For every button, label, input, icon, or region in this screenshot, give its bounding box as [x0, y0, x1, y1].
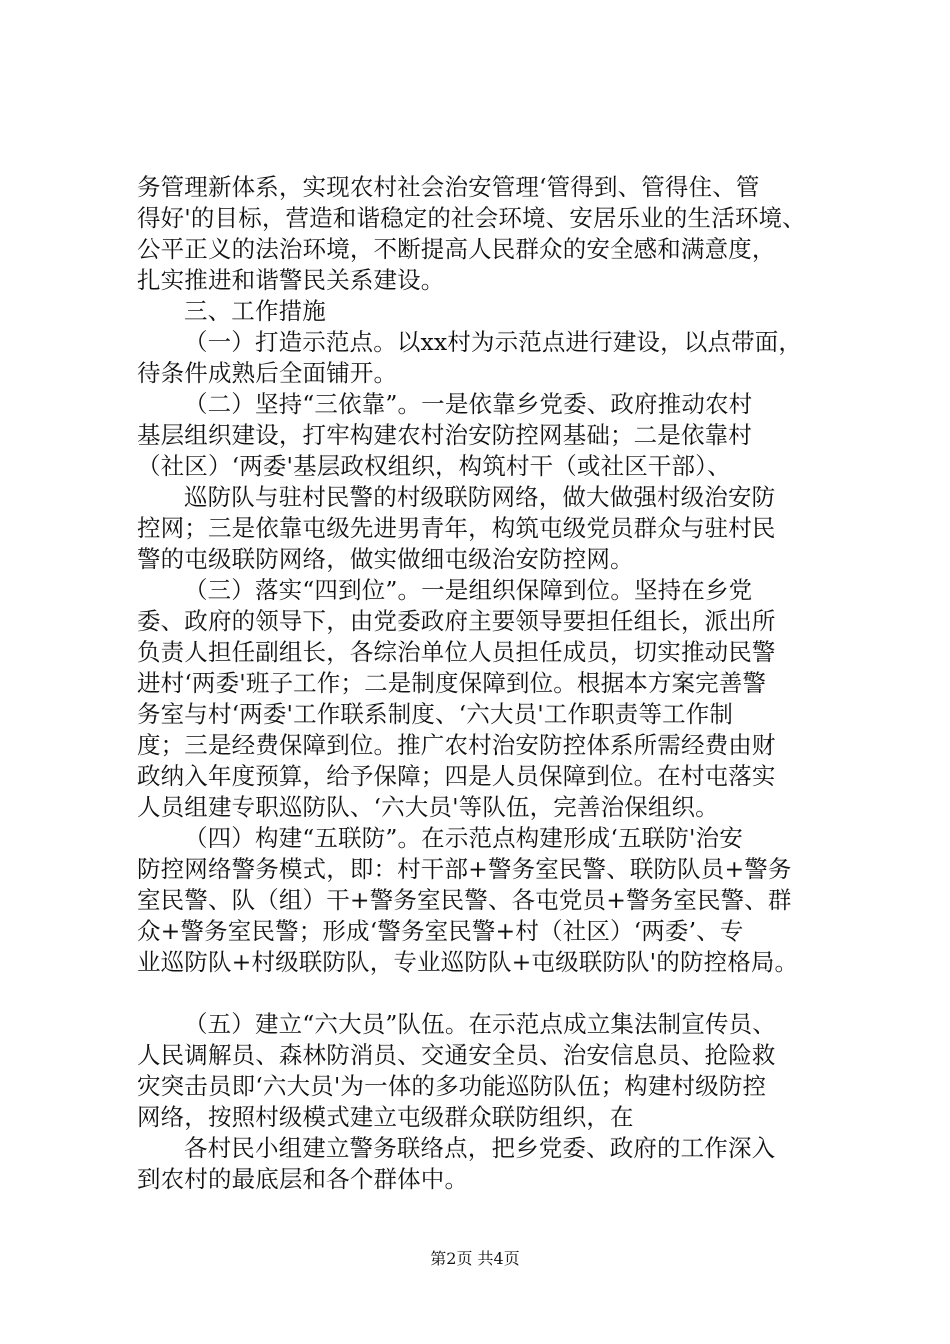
paragraph-start-line: 各村民小组建立警务联络点，把乡党委、政府的工作深入 [184, 1134, 776, 1162]
paragraph-start-line: （二）坚持“三依靠”。一是依靠乡党委、政府推动农村 [184, 390, 753, 418]
body-line: 负责人担任副组长，各综治单位人员担任成员，切实推动民警 [137, 638, 776, 666]
body-line: 进村‘两委'班子工作；二是制度保障到位。根据本方案完善警 [137, 669, 767, 697]
paragraph-start-line: 巡防队与驻村民警的村级联防网络，做大做强村级治安防 [184, 483, 776, 511]
document-body [137, 172, 837, 1195]
paragraph-start-line: （三）落实“四到位”。一是组织保障到位。坚持在乡党 [184, 576, 753, 604]
body-line: 灾突击员即‘六大员'为一体的多功能巡防队伍；构建村级防控 [137, 1072, 767, 1100]
body-line: 人员组建专职巡防队、‘六大员'等队伍，完善治保组织。 [137, 793, 719, 821]
body-line: （社区）‘两委'基层政权组织，构筑村干（或社区干部）、 [137, 452, 731, 480]
page-number-footer: 第2页 共4页 [430, 1249, 520, 1268]
paragraph-start-line: （一）打造示范点。以xx村为示范点进行建设，以点带面， [184, 328, 803, 356]
body-line: 人民调解员、森林防消员、交通安全员、治安信息员、抢险救 [137, 1041, 776, 1069]
body-line: 度；三是经费保障到位。推广农村治安防控体系所需经费由财 [137, 731, 776, 759]
body-line: 室民警、队（组）干+警务室民警、各屯党员+警务室民警、群 [137, 886, 792, 914]
body-line: 防控网络警务模式，即：村干部+警务室民警、联防队员+警务 [137, 855, 792, 883]
body-line: 政纳入年度预算，给予保障；四是人员保障到位。在村屯落实 [137, 762, 776, 790]
body-line: 公平正义的法治环境，不断提高人民群众的安全感和满意度， [137, 235, 776, 263]
section-heading: 三、工作措施 [184, 297, 326, 325]
body-line: 务管理新体系，实现农村社会治安管理‘管得到、管得住、管 [137, 173, 760, 201]
body-line: 到农村的最底层和各个群体中。 [137, 1165, 469, 1193]
body-line: 业巡防队+村级联防队，专业巡防队+屯级联防队'的防控格局。 [137, 948, 799, 976]
body-line: 待条件成熟后全面铺开。 [137, 359, 398, 387]
body-line: 委、政府的领导下，由党委政府主要领导要担任组长，派出所 [137, 607, 776, 635]
paragraph-start-line: （四）构建“五联防”。在示范点构建形成‘五联防'治安 [184, 824, 743, 852]
paragraph-start-line: （五）建立“六大员”队伍。在示范点成立集法制宣传员、 [184, 1010, 776, 1038]
body-line: 控网；三是依靠屯级先进男青年，构筑屯级党员群众与驻村民 [137, 514, 776, 542]
body-line: 众+警务室民警；形成‘警务室民警+村（社区）‘两委’、专 [137, 917, 744, 945]
body-line: 警的屯级联防网络，做实做细屯级治安防控网。 [137, 545, 634, 573]
body-line: 网络，按照村级模式建立屯级群众联防组织，在 [137, 1103, 634, 1131]
body-line: 扎实推进和谐警民关系建设。 [137, 266, 445, 294]
body-line: 基层组织建设，打牢构建农村治安防控网基础；二是依靠村 [137, 421, 752, 449]
body-line: 得好'的目标，营造和谐稳定的社会环境、安居乐业的生活环境、 [137, 204, 806, 232]
blank-line [137, 978, 837, 1009]
body-line: 务室与村‘两委'工作联系制度、‘六大员'工作职责等工作制 [137, 700, 734, 728]
